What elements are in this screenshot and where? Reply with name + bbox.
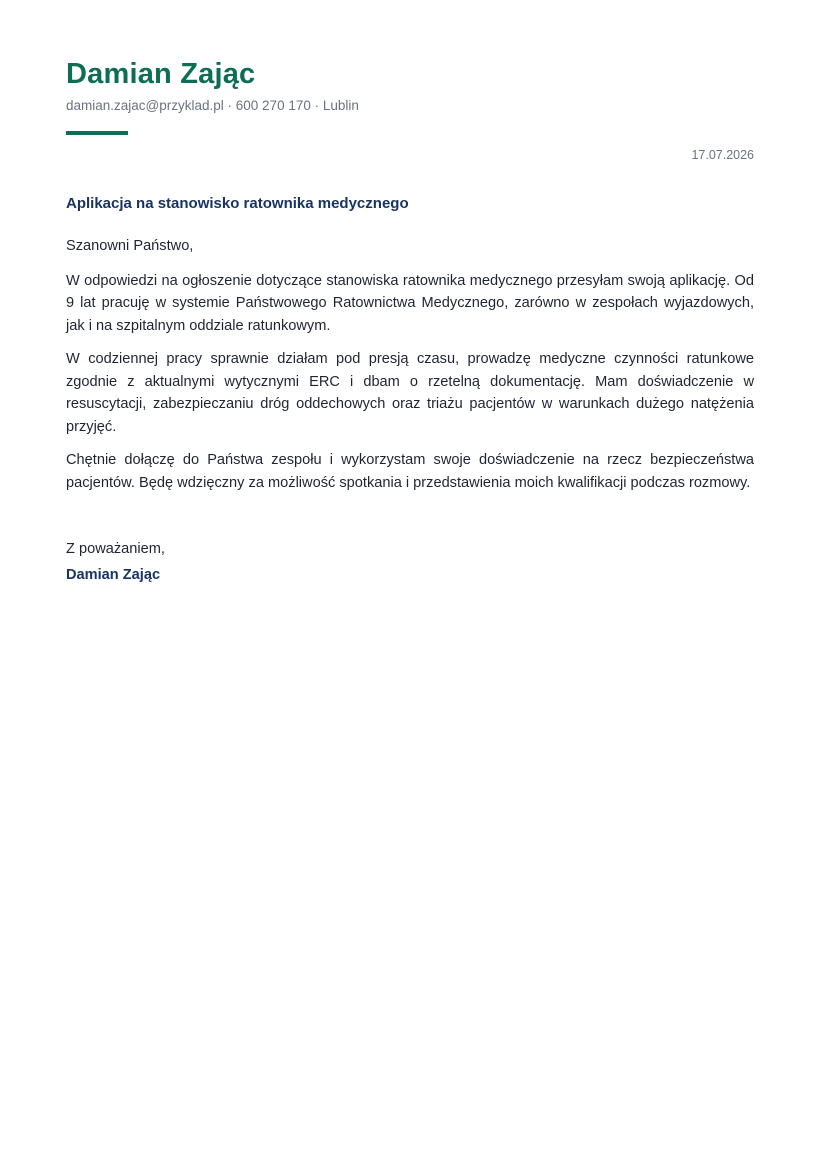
applicant-name: Damian Zając [66,58,256,90]
letter-subject: Aplikacja na stanowisko ratownika medycznego [66,195,409,212]
header-accent-divider [66,131,128,135]
letter-greeting: Szanowni Państwo, [66,238,194,254]
body-paragraph-1: W odpowiedzi na ogłoszenie dotyczące stanowiska ratownika medycznego przesyłam swoją aplikację. Od 9 lat pracuję w systemie Państwowego Ratownictwa Medycznego, zarówno w zespołach wyjazdowych, jak i na szpitalnym oddziale ratunkowym. [66,272,754,334]
body-paragraph-2: W codziennej pracy sprawnie działam pod presją czasu, prowadzę medyczne czynności ratunkowe zgodnie z aktualnymi wytycznymi ERC i dbam o rzetelną dokumentację. Mam doświadczenie w resuscytacji, zabezpieczaniu dróg oddechowych oraz triażu pacjentów w warunkach dużego natężenia przyjęć. [66,351,754,435]
letter-closing: Z poważaniem, [66,541,165,557]
contact-line: damian.zajac@przyklad.pl · 600 270 170 · Lublin [66,98,359,113]
letter-date: 17.07.2026 [691,148,754,162]
letter-body [66,235,754,505]
body-paragraph-3: Chętnie dołączę do Państwa zespołu i wykorzystam swoje doświadczenie na rzecz bezpieczeństwa pacjentów. Będę wdzięczny za możliwość spotkania i przedstawienia moich kwalifikacji podczas rozmowy. [66,452,754,491]
letter-signature: Damian Zając [66,567,161,583]
